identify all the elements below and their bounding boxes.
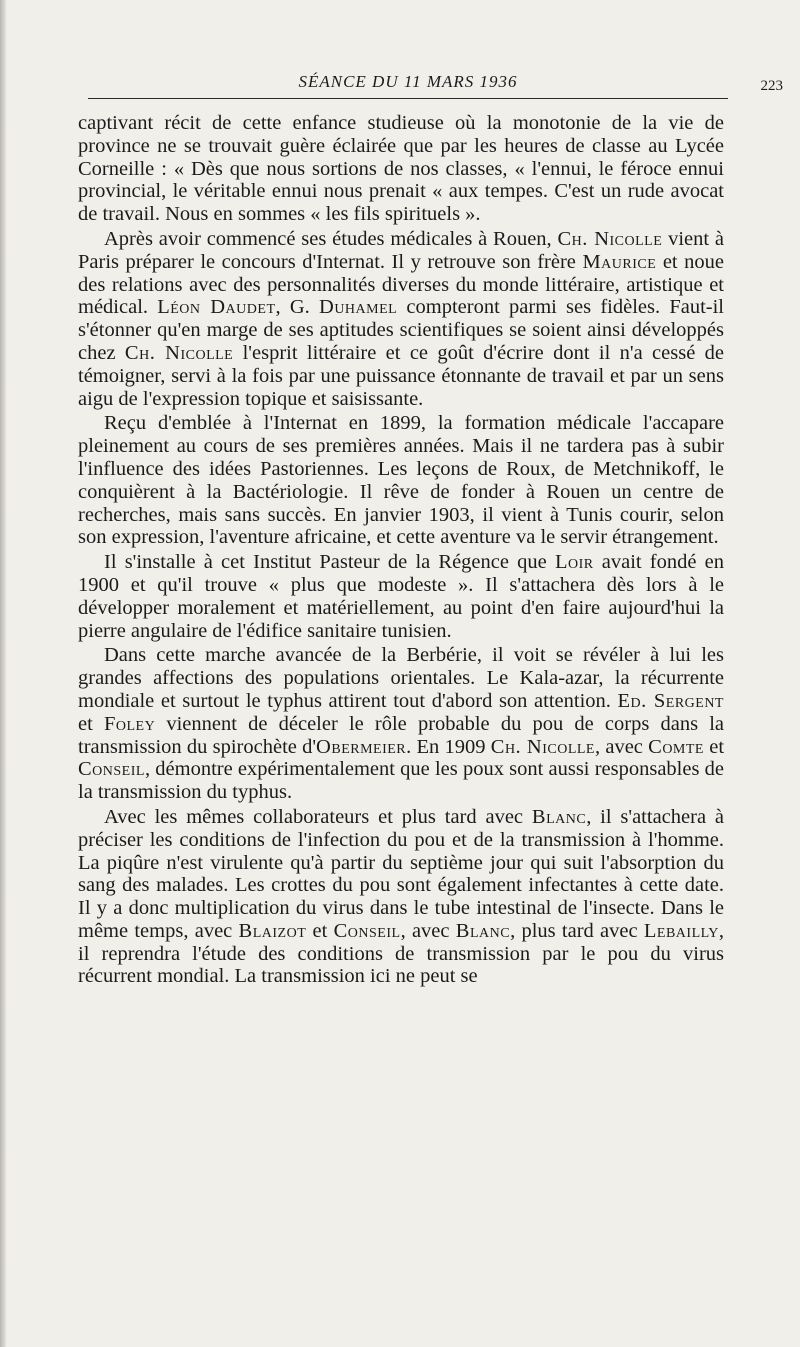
person-name: Conseil [78,758,145,781]
page-header [88,72,783,100]
person-name: Conseil [333,919,401,942]
text-run: et [78,712,104,735]
person-name: Foley [103,712,156,735]
running-head: SÉANCE DU 11 MARS 1936 [298,72,518,91]
text-run: , il reprendra l'étude des conditions de transmission par le pou du virus récurrent mondial. La transmission ici ne peut se [78,919,725,988]
body-text [78,112,724,988]
text-run: , plus tard avec [510,919,644,942]
person-name: Ch. Nicolle [490,735,595,758]
text-run: l'esprit littéraire et ce goût d'écrire dont il n'a cessé de témoigner, servi à la fois par une puissance étonnante de travail et par un sens aigu de l'expression topique et saisissante. [78,341,725,410]
text-run: viennent de déceler le rôle probable du pou de corps dans la transmission du spirochète d' [78,712,725,758]
person-name: Comte [648,735,704,758]
paragraph-4 [78,551,724,642]
text-run: captivant récit de cette enfance studieuse où la monotonie de la vie de province ne se trouvait guère éclairée que par les heures de classe au Lycée Corneille : « Dès que nous sortions de nos classes, « l'ennui, le féroce ennui provincial, le véritable ennui nous prenait « aux tempes. C'est un rude avocat de travail. Nous en sommes « les fils spirituels ». [78,112,724,226]
person-name: Maurice [582,250,657,273]
text-run: . En 1909 [406,735,491,758]
text-run: , G. [275,296,320,319]
paragraph-5 [78,644,724,804]
paragraph-1 [78,112,724,226]
person-name: Ch. Nicolle [124,341,234,364]
page-spine-shadow [0,0,6,1347]
person-name: Ch. Nicolle [557,227,663,250]
person-name: Blanc [531,805,587,828]
text-run: et [703,735,725,758]
person-name: Duhamel [319,296,398,319]
person-name: Lebailly [643,919,719,942]
text-run: , avec [400,919,456,942]
paragraph-6 [78,806,724,988]
text-run: , démontre expérimentalement que les poux sont aussi responsables de la transmission du typhus. [78,758,724,804]
text-run: Reçu d'emblée à l'Internat en 1899, la formation médicale l'accapare pleinement au cours de ses premières années. Mais il ne tardera pas à subir l'influence des idées Pastoriennes. Les leçons de Roux, de Metchnikoff, le conquièrent à la Bactériologie. Il rêve de fonder à Rouen un centre de recherches, mais sans succès. En janvier 1903, il vient à Tunis courir, selon son expression, l'aventure africaine, et cette aventure va le servir étrangement. [78,412,724,549]
person-name: Obermeier [316,735,407,758]
text-run: avait fondé en 1900 et qu'il trouve « plus que modeste ». Il s'attachera dès lors à le développer moralement et matériellement, au point d'en faire aujourd'hui la pierre angulaire de l'édifice sanitaire tunisien. [78,551,724,642]
person-name: Blaizot [238,919,307,942]
text-run: Avec les mêmes collaborateurs et plus tard avec [104,805,532,828]
text-run: Il s'installe à cet Institut Pasteur de la Régence que [104,551,555,574]
page-number: 223 [760,78,783,94]
header-rule [88,98,728,99]
paragraph-3 [78,412,724,549]
text-run: Dans cette marche avancée de la Berbérie, il voit se révéler à lui les grandes affections des populations orientales. Le Kala-azar, la récurrente mondiale et surtout le typhus attirent tout d'abord son attention. [78,644,724,712]
text-run: vient à Paris préparer le concours d'Internat. Il y retrouve son frère [78,227,725,273]
text-run: compteront parmi ses fidèles. Faut-il s'étonner qu'en marge de ses aptitudes scientifiques se soient ainsi développés chez [78,296,724,364]
text-run: , avec [594,735,649,758]
person-name: Blanc [455,919,511,942]
person-name: Ed. Sergent [617,689,724,712]
person-name: Loir [554,551,594,574]
paragraph-2 [78,228,724,410]
text-run: et noue des relations avec des personnalités diverses du monde littéraire, artistique et médical. [78,250,724,319]
text-run: , il s'attachera à préciser les conditions de l'infection du pou et de la transmission à l'homme. La piqûre n'est virulente qu'à partir du septième jour qui suit l'absorption du sang des malades. Les crottes du pou sont également infectantes à cette date. Il y a donc multiplication du virus dans le tube intestinal de l'insecte. Dans le même temps, avec [78,805,724,942]
text-run: Après avoir commencé ses études médicales à Rouen, [104,227,558,250]
person-name: Léon Daudet [157,296,276,319]
text-run: et [306,919,334,942]
